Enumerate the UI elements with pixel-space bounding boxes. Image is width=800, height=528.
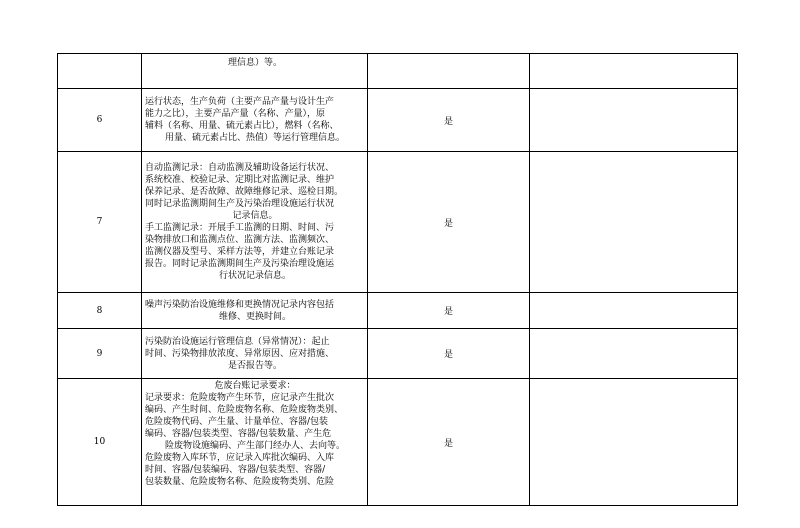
row-compliance: 是 [368, 379, 530, 506]
row-description [142, 89, 368, 152]
description-line: 染物排放口和监测点位、监测方法、监测频次、 [145, 235, 335, 245]
description-line: 记录信息。 [232, 211, 278, 221]
table-row [58, 152, 738, 293]
record-table [57, 53, 738, 506]
row-description [142, 152, 368, 293]
description-line: 包装数量、危险废物名称、危险废物类别、危险 [145, 477, 335, 487]
row-compliance: 是 [368, 293, 530, 329]
description-line: 理信息）等。 [227, 58, 282, 68]
row-number: 10 [58, 379, 142, 506]
description-line: 用量、硫元素占比、热值）等运行管理信息。 [164, 133, 345, 143]
row-compliance: 是 [368, 89, 530, 152]
table-row [58, 379, 738, 506]
description-line: 危险废物代码、产生量、计量单位、容器/包装 [145, 417, 329, 427]
row-description [142, 329, 368, 379]
table-row [58, 293, 738, 329]
description-line: 行状况记录信息。 [218, 271, 291, 281]
row-number: 8 [58, 293, 142, 329]
row-remark [530, 329, 738, 379]
description-line: 险废物设施编码、产生部门经办人、去向等。 [164, 441, 345, 451]
row-number: 7 [58, 152, 142, 293]
description-line: 危险废物入库环节，应记录入库批次编码、入库 [145, 453, 335, 463]
row-remark [530, 293, 738, 329]
description-line: 手工监测记录：开展手工监测的日期、时间、污 [145, 223, 335, 233]
row-remark [530, 152, 738, 293]
description-line: 危废台账记录要求： [214, 381, 296, 391]
description-line: 编码、容器/包装类型、容器/包装数量、产生危 [145, 429, 332, 439]
description-line: 是否报告等。 [227, 360, 282, 371]
description-line: 能力之比），主要产品产量（名称、产量），原 [145, 109, 326, 119]
row-number: 9 [58, 329, 142, 379]
description-line: 辅料（名称、用量、硫元素占比），燃料（名称、 [145, 121, 339, 131]
row-compliance [368, 54, 530, 89]
row-compliance: 是 [368, 329, 530, 379]
row-remark [530, 54, 738, 89]
row-number [58, 54, 142, 89]
description-line: 记录要求：危险废物产生环节，应记录产生批次 [145, 393, 335, 403]
description-line: 编码、产生时间、危险废物名称、危险废物类别、 [145, 405, 344, 415]
description-line: 噪声污染防治设施维修和更换情况记录内容包括 [145, 299, 335, 310]
description-line: 污染防治设施运行管理信息（异常情况）：起止 [145, 336, 330, 347]
row-description [142, 293, 368, 329]
description-line: 报告。同时记录监测期间生产及污染治理设施运 [145, 259, 335, 269]
description-line: 运行状态，生产负荷（主要产品产量与设计生产 [145, 97, 335, 107]
description-line: 时间、容器/包装编码、容器/包装类型、容器/ [145, 465, 326, 475]
table-row [58, 54, 738, 89]
description-line: 同时记录监测期间生产及污染治理设施运行状况 [145, 199, 335, 209]
description-line: 自动监测记录：自动监测及辅助设备运行状况、 [145, 163, 335, 173]
description-line: 时间、污染物排放浓度、异常原因、应对措施、 [145, 348, 335, 359]
description-line: 监测仪器及型号、采样方法等，并建立台账记录 [145, 247, 335, 257]
table-row [58, 329, 738, 379]
row-description [142, 379, 368, 506]
description-line: 系统校准、校验记录、定期比对监测记录、维护 [145, 175, 335, 185]
description-line: 保养记录、是否故障、故障维修记录、巡检日期。 [145, 187, 344, 197]
row-compliance: 是 [368, 152, 530, 293]
table-row [58, 89, 738, 152]
row-remark [530, 89, 738, 152]
row-number: 6 [58, 89, 142, 152]
description-line: 维修、更换时间。 [218, 311, 291, 322]
row-description [142, 54, 368, 89]
row-remark [530, 379, 738, 506]
